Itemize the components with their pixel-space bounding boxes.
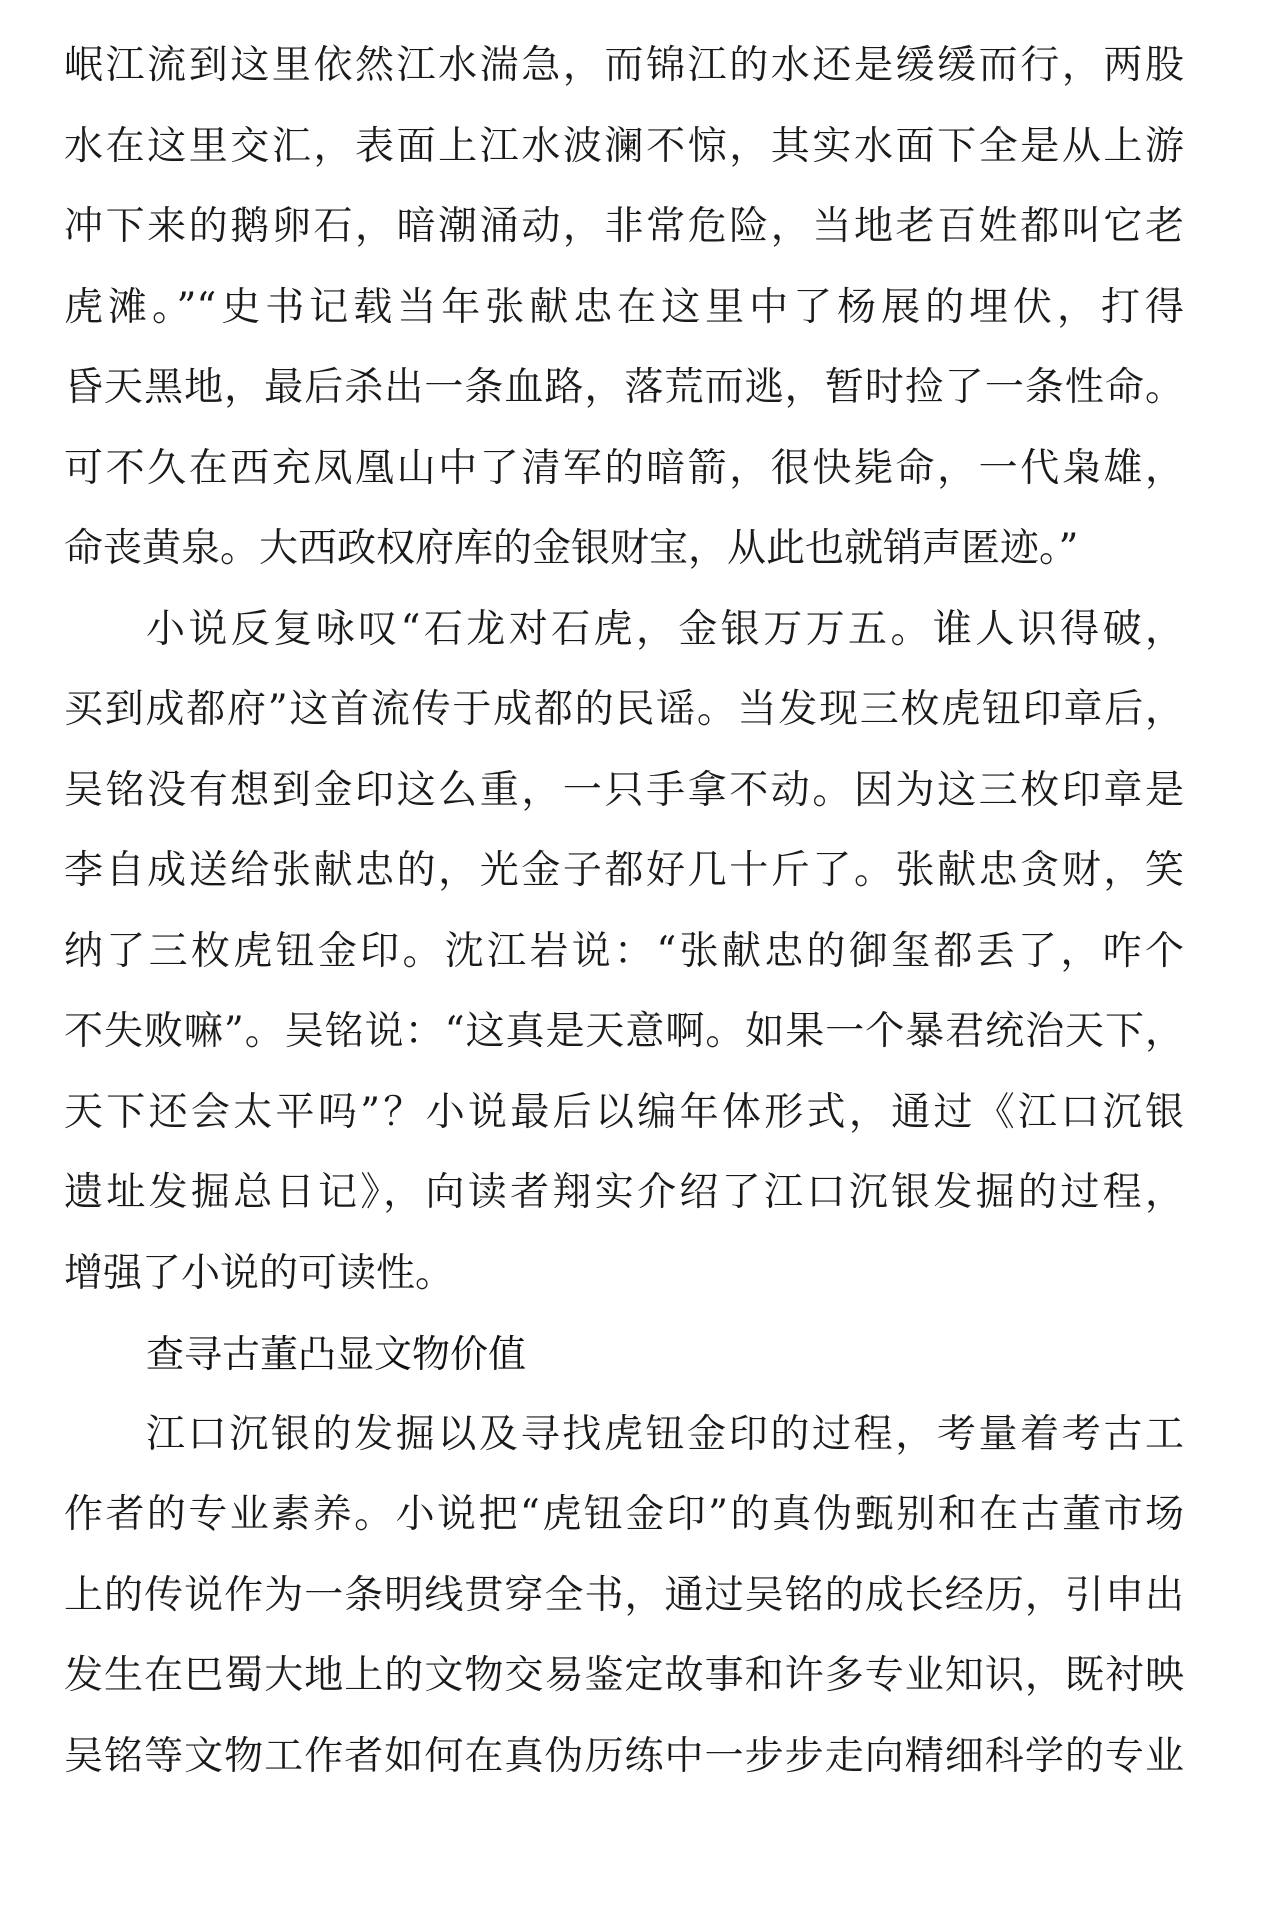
text-line: 上的传说作为一条明线贯穿全书，通过吴铭的成长经历，引申出 bbox=[64, 1572, 1184, 1618]
text-line: 发生在巴蜀大地上的文物交易鉴定故事和许多专业知识，既衬映 bbox=[64, 1653, 1184, 1698]
text-line: 遗址发掘总日记》，向读者翔实介绍了江口沉银发掘的过程， bbox=[64, 1170, 1184, 1215]
text-line: 虎滩。”“史书记载当年张献忠在这里中了杨展的埋伏，打得 bbox=[64, 284, 1184, 330]
text-line: 买到成都府”这首流传于成都的民谣。当发现三枚虎钮印章后， bbox=[64, 687, 1184, 732]
text-line: 纳了三枚虎钮金印。沈江岩说：“张献忠的御玺都丢了，咋个 bbox=[64, 928, 1184, 974]
text-line: 天下还会太平吗”？小说最后以编年体形式，通过《江口沉银 bbox=[64, 1089, 1184, 1135]
text-line: 江口沉银的发掘以及寻找虎钮金印的过程，考量着考古工 bbox=[146, 1411, 1184, 1457]
paragraph-3 bbox=[64, 1395, 1184, 1798]
text-line: 李自成送给张献忠的，光金子都好几十斤了。张献忠贪财，笑 bbox=[64, 848, 1184, 893]
text-line: 可不久在西充凤凰山中了清军的暗箭，很快毙命，一代枭雄， bbox=[64, 445, 1184, 491]
text-line: 冲下来的鹅卵石，暗潮涌动，非常危险，当地老百姓都叫它老 bbox=[64, 204, 1184, 249]
text-line: 吴铭没有想到金印这么重，一只手拿不动。因为这三枚印章是 bbox=[64, 767, 1184, 813]
text-line: 不失败嘛”。吴铭说：“这真是天意啊。如果一个暴君统治天下， bbox=[64, 1009, 1184, 1054]
article-body bbox=[64, 26, 1184, 1797]
text-line: 小说反复咏叹“石龙对石虎，金银万万五。谁人识得破， bbox=[146, 606, 1184, 652]
paragraph-2 bbox=[64, 590, 1184, 1315]
text-line: 吴铭等文物工作者如何在真伪历练中一步步走向精细科学的专业 bbox=[64, 1733, 1184, 1779]
section-heading: 查寻古董凸显文物价值 bbox=[146, 1332, 527, 1376]
paragraph-1 bbox=[64, 26, 1184, 590]
text-line: 水在这里交汇，表面上江水波澜不惊，其实水面下全是从上游 bbox=[64, 123, 1184, 169]
text-line: 昏天黑地，最后杀出一条血路，落荒而逃，暂时捡了一条性命。 bbox=[64, 365, 1184, 410]
text-line: 增强了小说的可读性。 bbox=[64, 1250, 455, 1296]
text-line: 作者的专业素养。小说把“虎钮金印”的真伪甄别和在古董市场 bbox=[64, 1492, 1184, 1537]
text-line: 岷江流到这里依然江水湍急，而锦江的水还是缓缓而行，两股 bbox=[64, 43, 1184, 88]
text-line: 命丧黄泉。大西政权府库的金银财宝，从此也就销声匿迹。” bbox=[64, 526, 1079, 571]
